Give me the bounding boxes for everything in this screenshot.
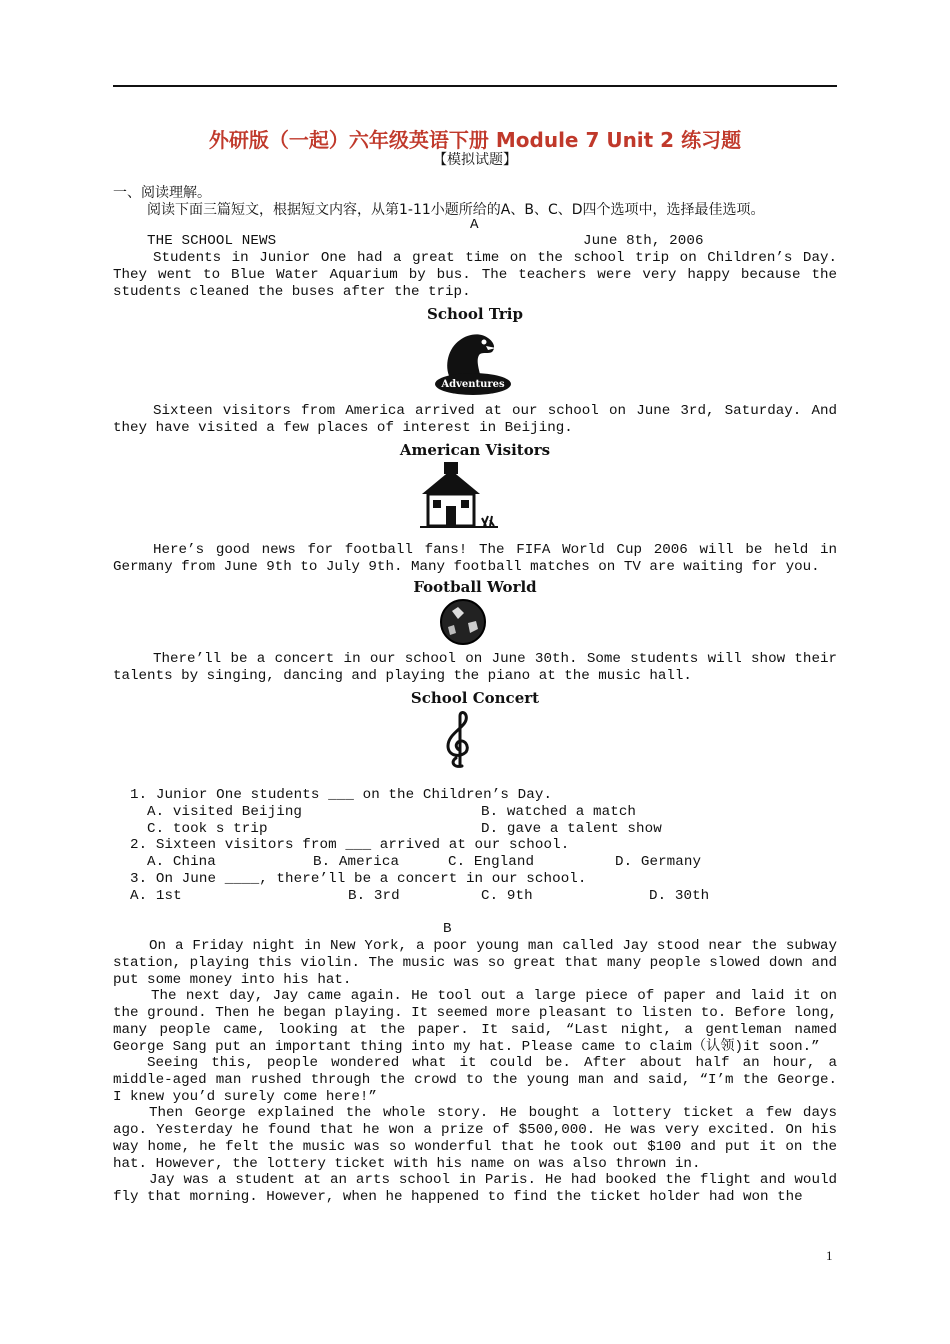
question-2-option-b: B. America (313, 854, 400, 870)
passage-b-paragraph-2: The next day, Jay came again. He tool out a large piece of paper and laid it on the ground. Then he began playing. It seemed more pleasant to listen to. Before long, many people came, looking at the paper. It said, “Last night, a gentleman named George Sang put an important thing into my hat. Please came to claim（认领)it soon.” (113, 988, 837, 1055)
passage-b-paragraph-5: Jay was a student at an arts school in Paris. He had booked the flight and would fly that morning. However, when he happened to find the ticket holder had won the (113, 1172, 837, 1205)
question-3-option-a: A. 1st (130, 888, 182, 904)
question-2-option-c: C. England (448, 854, 535, 870)
treble-clef-icon (440, 708, 480, 770)
header-rule (113, 85, 837, 87)
question-3-option-c: C. 9th (481, 888, 533, 904)
passage-b-paragraph-1: On a Friday night in New York, a poor young man called Jay stood near the subway station, playing this violin. The music was so great that many people slowed down and put some money into his hat. (113, 938, 837, 988)
passage-a-paragraph-2: Sixteen visitors from America arrived at our school on June 3rd, Saturday. And they have visited a few places of interest in Beijing. (113, 403, 837, 436)
passage-a-paragraph-3: Here’s good news for football fans! The FIFA World Cup 2006 will be held in Germany from June 9th to July 9th. Many football matches on TV are waiting for you. (113, 542, 837, 575)
question-3: 3. On June ____, there’ll be a concert in our school. (130, 871, 587, 887)
caption-football-world: Football World (413, 578, 537, 596)
passage-a-paragraph-1: Students in Junior One had a great time on the school trip on Children’s Day. They went to Blue Water Aquarium by bus. The teachers were very happy because the students cleaned the buses after the trip. (113, 250, 837, 300)
caption-school-trip: School Trip (427, 305, 523, 323)
instruction: 阅读下面三篇短文，根据短文内容，从第1-11小题所给的A、B、C、D四个选项中，选择最佳选项。 (147, 202, 765, 218)
question-1-option-b: B. watched a match (481, 804, 637, 820)
passage-b-paragraph-4: Then George explained the whole story. He bought a lottery ticket a few days ago. Yesterday he found that he won a prize of $500,000. He was very excited. On his way home, he felt the music was so wonderful that he took out $100 and put it on the hat. However, the lottery ticket with his name on was also thrown in. (113, 1105, 837, 1172)
question-1-option-c: C. took s trip (147, 821, 268, 837)
newspaper-date: June 8th, 2006 (583, 233, 704, 249)
dinosaur-logo-icon (430, 326, 516, 398)
question-2-option-a: A. China (147, 854, 216, 870)
schoolhouse-icon (418, 460, 500, 530)
question-1-option-a: A. visited Beijing (147, 804, 303, 820)
passage-a-paragraph-4: There’ll be a concert in our school on June 30th. Some students will show their talents by singing, dancing and playing the piano at the music hall. (113, 651, 837, 684)
document-subtitle: 【模拟试题】 (433, 152, 517, 168)
passage-b-paragraph-3: Seeing this, people wondered what it could be. After about half an hour, a middle-aged man rushed through the crowd to the young man and said, “I’m the George. I knew you’d surely come here!” (113, 1055, 837, 1105)
question-3-option-d: D. 30th (649, 888, 710, 904)
passage-a-label: A (470, 217, 479, 233)
question-2-option-d: D. Germany (615, 854, 702, 870)
section-heading: 一、阅读理解。 (113, 185, 211, 201)
question-1-option-d: D. gave a talent show (481, 821, 662, 837)
question-2: 2. Sixteen visitors from ___ arrived at our school. (130, 837, 570, 853)
question-3-option-b: B. 3rd (348, 888, 400, 904)
caption-school-concert: School Concert (410, 689, 540, 707)
football-icon (434, 597, 494, 647)
logo-text: Adventures (441, 379, 505, 390)
passage-b-label: B (443, 921, 452, 937)
page-number: 1 (826, 1248, 833, 1263)
document-title: 外研版（一起）六年级英语下册 Module 7 Unit 2 练习题 (208, 128, 742, 152)
caption-american-visitors: American Visitors (399, 441, 551, 459)
newspaper-name: THE SCHOOL NEWS (147, 233, 277, 249)
question-1: 1. Junior One students ___ on the Children’s Day. (130, 787, 553, 803)
